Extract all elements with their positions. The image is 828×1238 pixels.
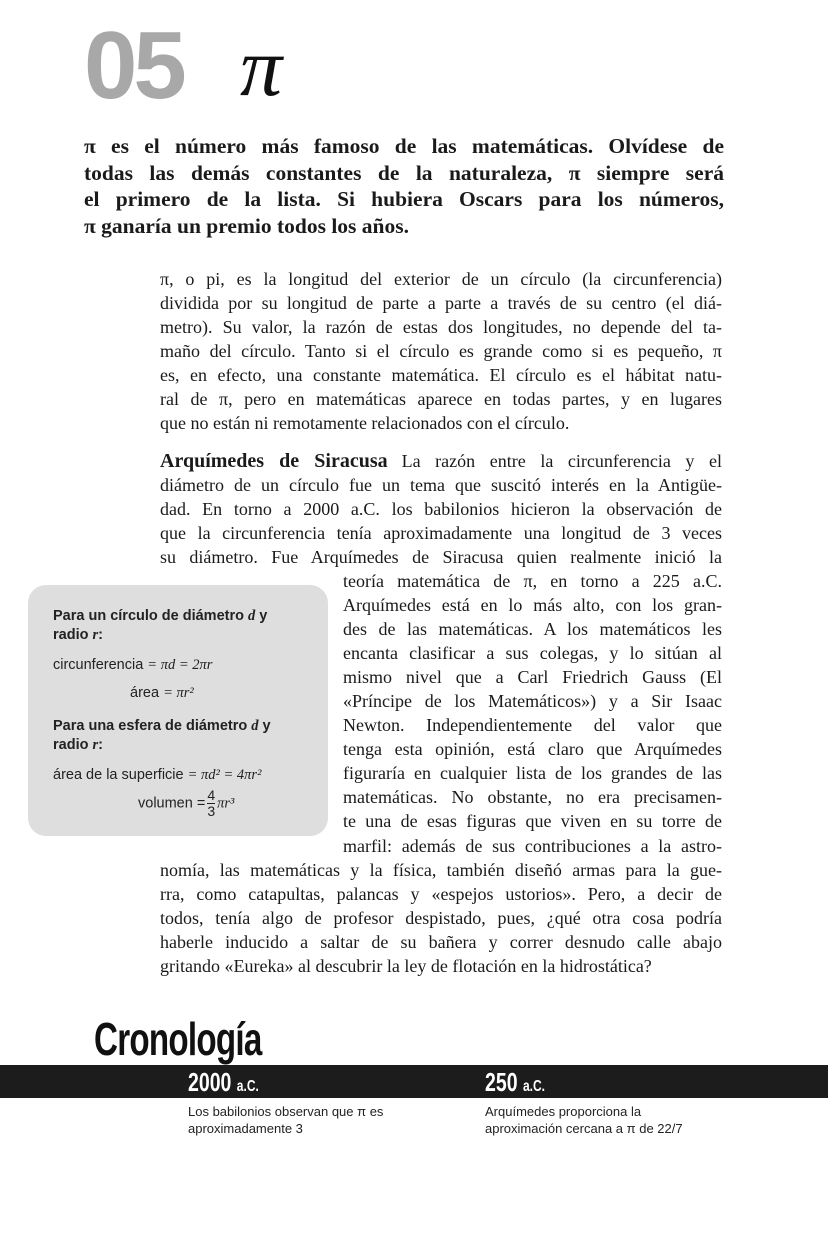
text-line: Newton. Independientemente del valor que bbox=[343, 715, 722, 736]
text-line: ral de π, pero en matemáticas aparece en todas partes, y en lugares bbox=[160, 389, 722, 410]
paragraph-2-wrapped bbox=[343, 569, 722, 858]
text-line: Arquímedes está en lo más alto, con los gran- bbox=[343, 595, 722, 616]
sphere-heading: Para una esfera de diámetro d y radio r: bbox=[53, 718, 271, 753]
surface-area-formula: área de la superficie = πd² = 4πr² bbox=[53, 767, 262, 783]
text-line: mismo nivel que a Carl Friedrich Gauss (El bbox=[343, 667, 722, 688]
timeline-event: Arquímedes proporciona la aproximación cercana a π de 22/7 bbox=[485, 1104, 683, 1136]
area-formula: área = πr² bbox=[130, 685, 194, 701]
text-line: tenga esta opinión, está claro que Arquímedes bbox=[343, 739, 722, 760]
text-line: dad. En torno a 2000 a.C. los babilonios hicieron la observación de bbox=[160, 499, 722, 520]
text-line: teoría matemática de π, en torno a 225 a.C. bbox=[343, 571, 722, 591]
chapter-title-symbol: π bbox=[240, 21, 283, 114]
lead-line: π es el número más famoso de las matemáticas. Olvídese de bbox=[84, 134, 724, 158]
text-line: figuraría en cualquier lista de los grandes de las bbox=[343, 763, 722, 784]
text-line: rra, como catapultas, palancas y «espejos ustorios». Pero, a decir de bbox=[160, 884, 722, 905]
chapter-number: 05 bbox=[84, 12, 183, 119]
text-line: des de las matemáticas. A los matemáticos les bbox=[343, 619, 722, 640]
timeline-year: 250 a.C. bbox=[485, 1067, 545, 1097]
timeline-band bbox=[0, 1065, 828, 1098]
text-line: maño del círculo. Tanto si el círculo es grande como si es pequeño, π bbox=[160, 341, 722, 362]
text-line: es, en efecto, una constante matemática. El círculo es el hábitat natu- bbox=[160, 365, 722, 386]
text-line: marfil: además de sus contribuciones a la astro- bbox=[343, 835, 722, 856]
section-heading-arquimedes: Arquímedes de Siracusa bbox=[160, 450, 388, 472]
paragraph-2-top bbox=[160, 449, 722, 569]
paragraph-2-end bbox=[160, 858, 722, 978]
text-line: que la circunferencia tenía aproximadamente una longitud de 3 veces bbox=[160, 523, 722, 544]
text-line: nomía, las matemáticas y la física, también diseñó armas para la gue- bbox=[160, 860, 722, 880]
text-line: gritando «Eureka» al descubrir la ley de flotación en la hidrostática? bbox=[160, 956, 652, 977]
circle-heading: Para un círculo de diámetro d y radio r: bbox=[53, 608, 268, 643]
text-line: «Príncipe de los Matemáticos») y a Sir Isaac bbox=[343, 691, 722, 712]
text-line: que no están ni remotamente relacionados con el círculo. bbox=[160, 413, 570, 434]
text-line: su diámetro. Fue Arquímedes de Siracusa quien realmente inició la bbox=[160, 547, 722, 568]
paragraph-2-full-lines bbox=[160, 473, 722, 569]
timeline-title: Cronología bbox=[94, 1013, 262, 1065]
formula-box bbox=[28, 585, 328, 836]
paragraph-1 bbox=[160, 267, 722, 435]
lead-paragraph bbox=[84, 133, 724, 239]
timeline-year: 2000 a.C. bbox=[188, 1067, 259, 1097]
text-line: π, o pi, es la longitud del exterior de un círculo (la circunferencia) bbox=[160, 269, 722, 289]
circumference-formula: circunferencia = πd = 2πr bbox=[53, 657, 213, 673]
text-line: te una de esas figuras que viven en su torre de bbox=[343, 811, 722, 832]
text-line: encanta clasificar a sus colegas, y lo sitúan al bbox=[343, 643, 722, 664]
paragraph-2-first-line bbox=[160, 449, 722, 473]
text-line: todos, tenía algo de profesor despistado, pues, ¿qué otra cosa podría bbox=[160, 908, 722, 929]
lead-line: todas las demás constantes de la naturaleza, π siempre será bbox=[84, 160, 724, 185]
timeline-event: Los babilonios observan que π es aproximadamente 3 bbox=[188, 1104, 384, 1136]
fraction: $\frac{4}{3}$ bbox=[207, 787, 216, 819]
lead-line: el primero de la lista. Si hubiera Oscars para los números, bbox=[84, 187, 724, 211]
text-line: dividida por su longitud de parte a parte a través de su centro (el diá- bbox=[160, 293, 722, 314]
lead-line: π ganaría un premio todos los años. bbox=[84, 213, 409, 238]
text-line: diámetro de un círculo fue un tema que suscitó interés en la Antigüe- bbox=[160, 475, 722, 496]
volume-formula: volumen = $\frac{4}{3}$ πr³ bbox=[138, 787, 235, 819]
text-line: metro). Su valor, la razón de estas dos longitudes, no depende del ta- bbox=[160, 317, 722, 338]
body-text: La razón entre la circunferencia y el bbox=[401, 451, 722, 471]
text-line: haberle inducido a saltar de su bañera y correr desnudo calle abajo bbox=[160, 932, 722, 953]
text-line: matemáticas. No obstante, no era precisamen- bbox=[343, 787, 722, 808]
